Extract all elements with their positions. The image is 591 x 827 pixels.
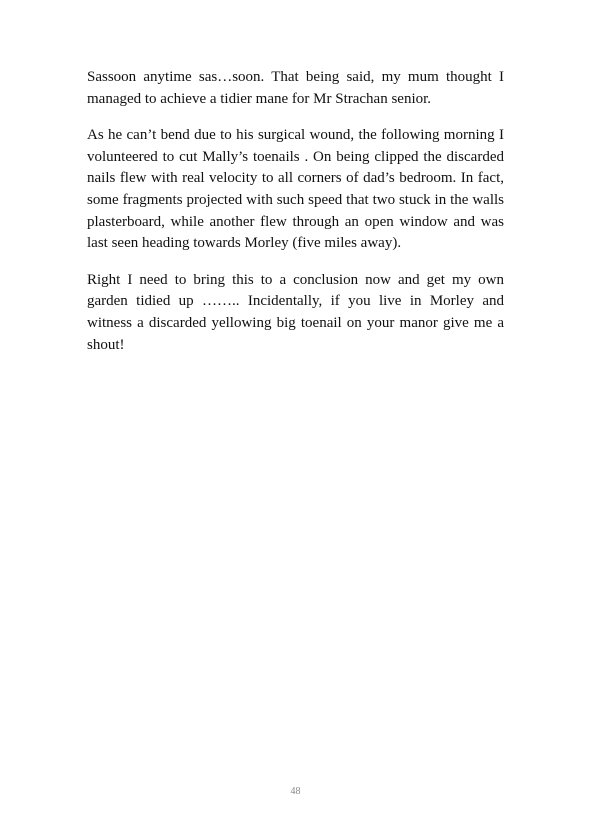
paragraph-2: As he can’t bend due to his surgical wound, the following morning I volunteered to cut Mally’s toenails . On being clipped the discarded nails flew with real velocity to all corners of dad’s bedroom. In fact, some fragments projected with such speed that two stuck in the walls plasterboard, while another flew through an open window and was last seen heading towards Morley (five miles away). [87,127,504,252]
page-number: 48 [290,786,301,797]
body-text [87,67,504,371]
paragraph-3: Right I need to bring this to a conclusion now and get my own garden tidied up …….. Incidentally, if you live in Morley and witness a discarded yellowing big toenail on your manor give me a shout! [87,271,504,353]
paragraph-1: Sassoon anytime sas…soon. That being said, my mum thought I managed to achieve a tidier mane for Mr Strachan senior. [87,69,504,107]
